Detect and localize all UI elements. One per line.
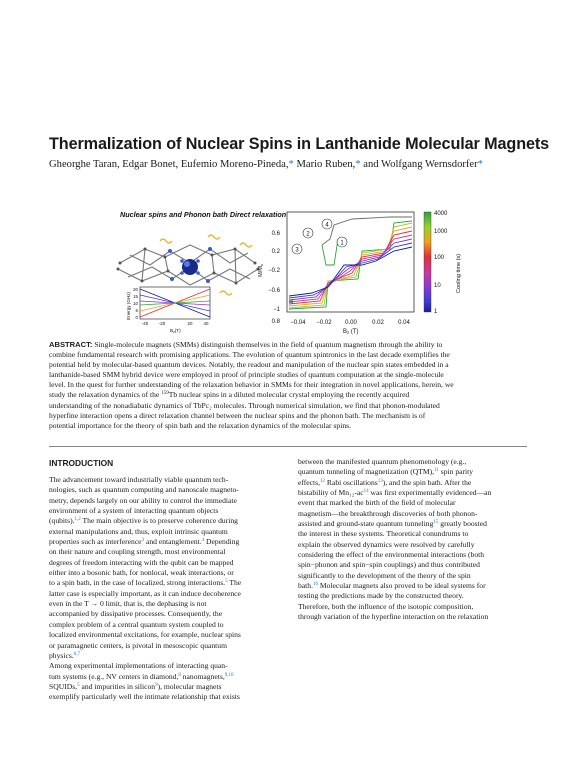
citation-link[interactable]: 4 xyxy=(201,538,205,544)
inset-ytick: 20 xyxy=(133,287,138,292)
corresponding-mark-3[interactable]: * xyxy=(477,159,483,170)
abstract-line: understanding of the nonadiabatic dynamics of TbPc₂ molecules. Through numerical simulation, we find that phonon-modulated xyxy=(49,400,440,410)
body-text-line: assisted and ground-state quantum tunneling$^{15}$ greatly boosted xyxy=(298,519,487,529)
main-xlabel: Bz (T) xyxy=(343,329,359,335)
intro-left-column xyxy=(49,475,277,703)
colorbar xyxy=(424,211,462,315)
main-xtick: 0.00 xyxy=(345,320,357,326)
body-text-line: significantly to the development of the theory of the spin xyxy=(298,570,471,580)
body-text-line: effects,$^{12}$ Rabi oscillations$^{13}$), and the spin bath. After the xyxy=(298,477,472,487)
molecule-illustration xyxy=(117,235,260,295)
main-ytick: −0.2 xyxy=(268,268,280,274)
hysteresis-plot xyxy=(258,212,414,335)
colorbar-label: Cooling time (s) xyxy=(456,253,462,293)
main-ylabel: M/Ms xyxy=(258,264,264,277)
body-text-line: (qubits).$^{1,2}$ The main objective is to preserve coherence during xyxy=(49,516,238,526)
body-text-line: even in the T → 0 limit, that is, the dephasing is not xyxy=(49,599,207,609)
citation-link[interactable]: 15 xyxy=(433,520,439,526)
body-text-line: properties such as interference$^3$ and entanglement.$^4$ Depending xyxy=(49,537,240,547)
body-text-line: nologies, such as quantum computing and nanoscale magneto- xyxy=(49,485,239,495)
main-ytick: 0.2 xyxy=(271,249,280,255)
abstract-line: Single-molecule magnets (SMMs) distinguish themselves in the field of quantum magnetism through the ability to xyxy=(92,340,443,349)
callout-3: 3 xyxy=(295,247,299,254)
author-list xyxy=(49,159,483,170)
main-ytick: 0.6 xyxy=(271,231,280,237)
body-text-line: The advancement toward industrially viable quantum tech- xyxy=(49,475,229,484)
article-title: Thermalization of Nuclear Spins in Lanthanide Molecular Magnets xyxy=(49,135,550,153)
main-ytick: −0.6 xyxy=(268,288,280,294)
inset-xlabel: $B_z(T)$ xyxy=(170,328,181,334)
citation-link[interactable]: 1,2 xyxy=(74,517,81,523)
abstract-line: hyperfine interaction opens a direct relaxation channel between the nuclear spins and the phonon bath. The mechanism is of xyxy=(49,410,426,420)
inset-ytick: 0 xyxy=(135,315,138,320)
citation-link[interactable]: 6,7 xyxy=(73,651,80,657)
body-text-line: environment of a system of interacting quantum objects xyxy=(49,506,219,516)
citation-link[interactable]: 5 xyxy=(225,579,228,585)
abstract-line: potential held by molecular-based quantum devices. Notably, the readout and manipulation of the nuclear spin states embedded in a xyxy=(49,360,449,370)
body-text-line: event that marked the birth of the field of molecular xyxy=(298,498,456,508)
body-text-line: between the manifested quantum phenomenology (e.g., xyxy=(298,457,467,466)
inset-energy-plot xyxy=(126,287,210,334)
body-text-line: metry, depends largely on our ability to control the immediate xyxy=(49,495,237,505)
body-text-line: testing the predictions made by the constructed theory. xyxy=(298,591,464,601)
body-text-line: tum systems (e.g., NV centers in diamond,$^8$ nanomagnets,$^{9,10}$ xyxy=(49,671,234,681)
body-text-line: the interest in these systems. Theoretical conundrums to xyxy=(298,529,469,539)
section-divider xyxy=(49,446,527,447)
main-ytick: 0.8 xyxy=(271,319,280,325)
body-text-line: Therefore, both the influence of the isotopic composition, xyxy=(298,601,474,611)
body-text-line: degrees of freedom interacting with the qubit can be mapped xyxy=(49,557,234,567)
callout-1: 1 xyxy=(340,240,344,247)
main-xtick: 0.04 xyxy=(398,320,410,326)
body-text-line: Among experimental implementations of interacting quan- xyxy=(49,661,228,671)
citation-link[interactable]: 13 xyxy=(377,478,383,484)
abstract-label: ABSTRACT: xyxy=(49,340,93,349)
abstract-line: potential importance for the theory of spin bath and the relaxation dynamics of the molecular spins. xyxy=(49,420,351,430)
colorbar-tick: 4000 xyxy=(434,211,448,217)
abstract-line: study the relaxation dynamics of the $^{159}$Tb nuclear spins in a diluted molecular crystal employing the recently acquired xyxy=(49,390,410,400)
corresponding-mark-1[interactable]: * xyxy=(288,159,294,170)
abstract-line: level. In the quest for further understanding of the relaxation behavior in SMMs for their integration in novel applications, herein, we xyxy=(49,380,454,390)
body-text-line: to a spin bath, in the case of localized, strong interactions.$^5$ The xyxy=(49,578,242,588)
abstract xyxy=(49,340,529,431)
body-text-line: SQUIDs,$^5$ and impurities in silicon$^9$), molecular magnets xyxy=(49,681,222,691)
inset-xtick: -40 xyxy=(141,321,149,326)
citation-link[interactable]: 3 xyxy=(141,538,145,544)
abstract-line: lanthanide-based SMM hybrid device were employed in proof of principle studies of quantum computation at the single-molecule xyxy=(49,370,444,380)
body-text-line: localized environmental excitations, for example, nuclear spins xyxy=(49,630,241,640)
body-text-line: considering the effect of the environmental interactions (both xyxy=(298,550,485,560)
body-text-line: quantum tunneling of magnetization (QTM),$^{11}$ spin parity xyxy=(298,467,474,477)
body-text-line: complex problem of a central quantum system coupled to xyxy=(49,619,224,629)
inset-ytick: 5 xyxy=(135,308,138,313)
body-text-line: spin−phonon and spin−spin couplings) and thus contributed xyxy=(298,560,480,570)
abstract-line: combine fundamental research with promising applications. The evolution of quantum spintronics in the last decade exemplifies the xyxy=(49,350,450,360)
body-text-line: exemplify particularly well the intimate relationship that exists xyxy=(49,692,240,702)
body-text-line: explain the observed dynamics were resolved by carefully xyxy=(298,539,475,549)
corresponding-mark-2[interactable]: * xyxy=(355,159,361,170)
authors-part-1: Gheorghe Taran, Edgar Bonet, Eufemio Moreno-Pineda, xyxy=(49,159,289,170)
main-xtick: 0.02 xyxy=(372,320,384,326)
authors-part-3: and Wolfgang Wernsdorfer xyxy=(360,159,478,170)
section-heading-introduction: INTRODUCTION xyxy=(49,458,114,468)
body-text-line: external manipulations and, thus, exploit intrinsic quantum xyxy=(49,526,228,536)
body-text-line: physics.$^{6,7}$ xyxy=(49,650,80,660)
body-text-line: accompanied by dissipative processes. Consequently, the xyxy=(49,609,223,619)
body-text-line: bath.$^{16}$ Molecular magnets also proved to be ideal systems for xyxy=(298,581,486,591)
body-text-line: bistability of Mn₁₂-$ac^{14}$ was first experimentally evidenced—an xyxy=(298,488,492,498)
body-text-line: either into a bosonic bath, for nonlocal, weak interactions, or xyxy=(49,568,234,578)
colorbar-tick: 1000 xyxy=(434,229,448,235)
body-text-line: through variation of the hyperfine interaction on the relaxation xyxy=(298,612,489,622)
inset-xtick: 20 xyxy=(187,321,193,326)
citation-link[interactable]: 16 xyxy=(312,582,318,588)
inset-xtick: -20 xyxy=(158,321,166,326)
citation-link[interactable]: 9,10 xyxy=(224,672,234,678)
main-xtick: −0.04 xyxy=(290,320,306,326)
citation-link[interactable]: 11 xyxy=(434,468,439,474)
body-text-line: on their nature and coupling strength, most environmental xyxy=(49,547,226,557)
colorbar-tick: 1 xyxy=(434,309,438,315)
main-xtick: −0.02 xyxy=(316,320,332,326)
citation-link[interactable]: 9 xyxy=(155,682,158,688)
citation-link[interactable]: 8 xyxy=(178,672,181,678)
inset-ylabel: Energy (GHz) xyxy=(126,291,131,320)
intro-right-column xyxy=(298,457,527,623)
body-text-line: or paramagnetic centers, is pivotal in mesoscopic quantum xyxy=(49,640,227,650)
citation-link[interactable]: 5 xyxy=(77,682,80,688)
callout-4: 4 xyxy=(325,222,329,229)
colorbar-tick: 10 xyxy=(434,283,441,289)
main-ytick: −1 xyxy=(273,307,280,313)
authors-part-2: Mario Ruben, xyxy=(293,159,356,170)
toc-figure xyxy=(90,205,485,335)
colorbar-tick: 100 xyxy=(434,255,445,261)
body-text-line: latter case is especially important, as it can induce decoherence xyxy=(49,588,241,598)
inset-xtick: 40 xyxy=(203,321,209,326)
body-text-line: magnetism—the breakthrough discoveries of both phonon- xyxy=(298,508,478,518)
citation-link[interactable]: 14 xyxy=(363,489,369,495)
inset-ytick: 10 xyxy=(133,301,138,306)
panel-label: a) xyxy=(289,299,294,305)
inset-ytick: 15 xyxy=(133,294,138,299)
callout-2: 2 xyxy=(306,231,310,238)
citation-link[interactable]: 12 xyxy=(320,478,325,484)
figure-title: Nuclear spins and Phonon bath Direct relaxation xyxy=(120,210,287,219)
